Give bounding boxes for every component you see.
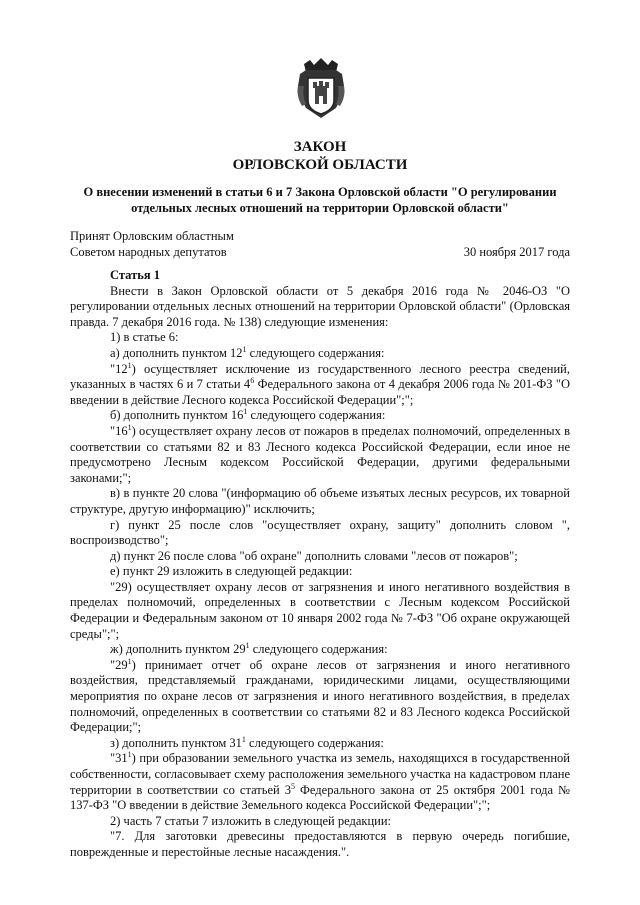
text-part: а) дополнить пунктом 12 xyxy=(110,345,243,360)
text-part: ) при образовании земельного участка из земель, находящихся в государственной собственности, согласовывает схему расположения земельного участка на кадастровом плане территории в соответствии со статьей 3 xyxy=(70,751,570,797)
document-body xyxy=(70,268,570,861)
paragraph: 2) часть 7 статьи 7 изложить в следующей редакции: xyxy=(110,813,392,828)
paragraph xyxy=(70,658,570,736)
superscript: 1 xyxy=(241,734,246,744)
text-part: б) дополнить пунктом 16 xyxy=(110,408,244,423)
superscript: 5 xyxy=(291,781,295,791)
text-part: "12 xyxy=(110,361,128,376)
paragraph: "29) осуществляет охрану лесов от загрязнения и иного негативного воздействия в пределах полномочий, определенных в соответствии с Лесным кодексом Российской Федерации и Федеральным законом от 10 января 2002 года № 7-ФЗ "Об охране окружающей среды";"; xyxy=(70,579,570,641)
superscript: 1 xyxy=(127,656,132,666)
text-part: следующего содержания: xyxy=(245,735,384,750)
text-part: Федерального закона от 4 декабря 2006 года № 201-ФЗ "О введении в действие Лесного кодекса Российской Федерации";"; xyxy=(70,377,570,407)
superscript: 1 xyxy=(242,344,247,354)
paragraph xyxy=(70,408,570,424)
adoption-block xyxy=(70,228,570,260)
article-title: Статья 1 xyxy=(110,268,160,282)
text-part: следующего содержания: xyxy=(246,345,385,360)
paragraph: г) пункт 25 после слов "осуществляет охрану, защиту" дополнить словом ", воспроизводство"; xyxy=(70,517,570,548)
text-part: з) дополнить пунктом 31 xyxy=(110,735,242,750)
superscript: 1 xyxy=(127,360,132,370)
paragraph: 1) в статье 6: xyxy=(110,330,179,345)
paragraph: в) в пункте 20 слова "(информацию об объеме изъятых лесных ресурсов, их товарной структуре, другую информацию)" исключить; xyxy=(70,486,570,516)
superscript: 1 xyxy=(245,641,250,651)
adoption-date: 30 ноября 2017 года xyxy=(463,245,570,259)
superscript: 1 xyxy=(243,407,248,417)
paragraph xyxy=(70,362,570,409)
superscript: 6 xyxy=(250,376,255,385)
paragraph: "7. Для заготовки древесины предоставляются в первую очередь погибшие, поврежденные и перестойные лесные насаждения.". xyxy=(70,829,570,859)
law-heading: ЗАКОН xyxy=(293,139,347,155)
region-heading: ОРЛОВСКОЙ ОБЛАСТИ xyxy=(232,157,408,173)
adoption-line-1: Принят Орловским областным xyxy=(70,229,234,243)
text-part: ) осуществляет охрану лесов от пожаров в пределах полномочий, определенных в соответствии со статьями 82 и 83 Лесного кодекса Российской Федерации, если иное не предусмотрено Лесным кодексом Российской Федерации, другими федеральными законами;"; xyxy=(70,423,570,485)
superscript: 1 xyxy=(127,750,132,760)
text-part: Федерального закона от 25 октября 2001 года № 137-ФЗ "О введении в действие Земельного кодекса Российской Федерации";"; xyxy=(70,782,570,813)
text-part: "29 xyxy=(110,657,128,672)
paragraph xyxy=(70,346,570,362)
text-part: ) осуществляет исключение из государственного лесного реестра сведений, указанных в частях 6 и 7 статьи 4 xyxy=(70,361,570,392)
paragraph: д) пункт 26 после слова "об охране" дополнить словами "лесов от пожаров"; xyxy=(110,548,518,563)
superscript: 1 xyxy=(127,422,132,432)
paragraph: Внести в Закон Орловской области от 5 декабря 2016 года № 2046-ОЗ "О регулировании отдельных лесных отношений на территории Орловской области" (Орловская правда. 7 декабря 2016 года. № 138) следующие изменения: xyxy=(70,283,570,329)
text-part: ж) дополнить пунктом 29 xyxy=(110,642,246,657)
text-part: "16 xyxy=(110,423,128,438)
paragraph xyxy=(70,424,570,486)
text-part: следующего содержания: xyxy=(249,642,388,657)
text-part: следующего содержания: xyxy=(247,408,386,423)
subtitle-line-2: отдельных лесных отношений на территории Орловской области" xyxy=(131,201,509,215)
subtitle-line-1: О внесении изменений в статьи 6 и 7 Закона Орловской области "О регулировании xyxy=(83,185,557,199)
paragraph xyxy=(70,642,570,658)
text-part: ) принимает отчет об охране лесов от загрязнения и иного негативного воздействия, представляемый гражданами, юридическими лицами, осуществляющими мероприятия по охране лесов от загрязнения и иного негативного воздействия, в пределах полномочий, определенных в соответствии со статьями 82 и 83 Лесного кодекса Российской Федерации;"; xyxy=(70,657,570,735)
coat-of-arms-icon xyxy=(296,56,346,122)
paragraph: е) пункт 29 изложить в следующей редакции: xyxy=(110,564,353,579)
paragraph xyxy=(70,751,570,813)
text-part: "31 xyxy=(110,751,128,766)
adoption-line-2: Советом народных депутатов xyxy=(70,245,227,259)
paragraph xyxy=(70,736,570,752)
